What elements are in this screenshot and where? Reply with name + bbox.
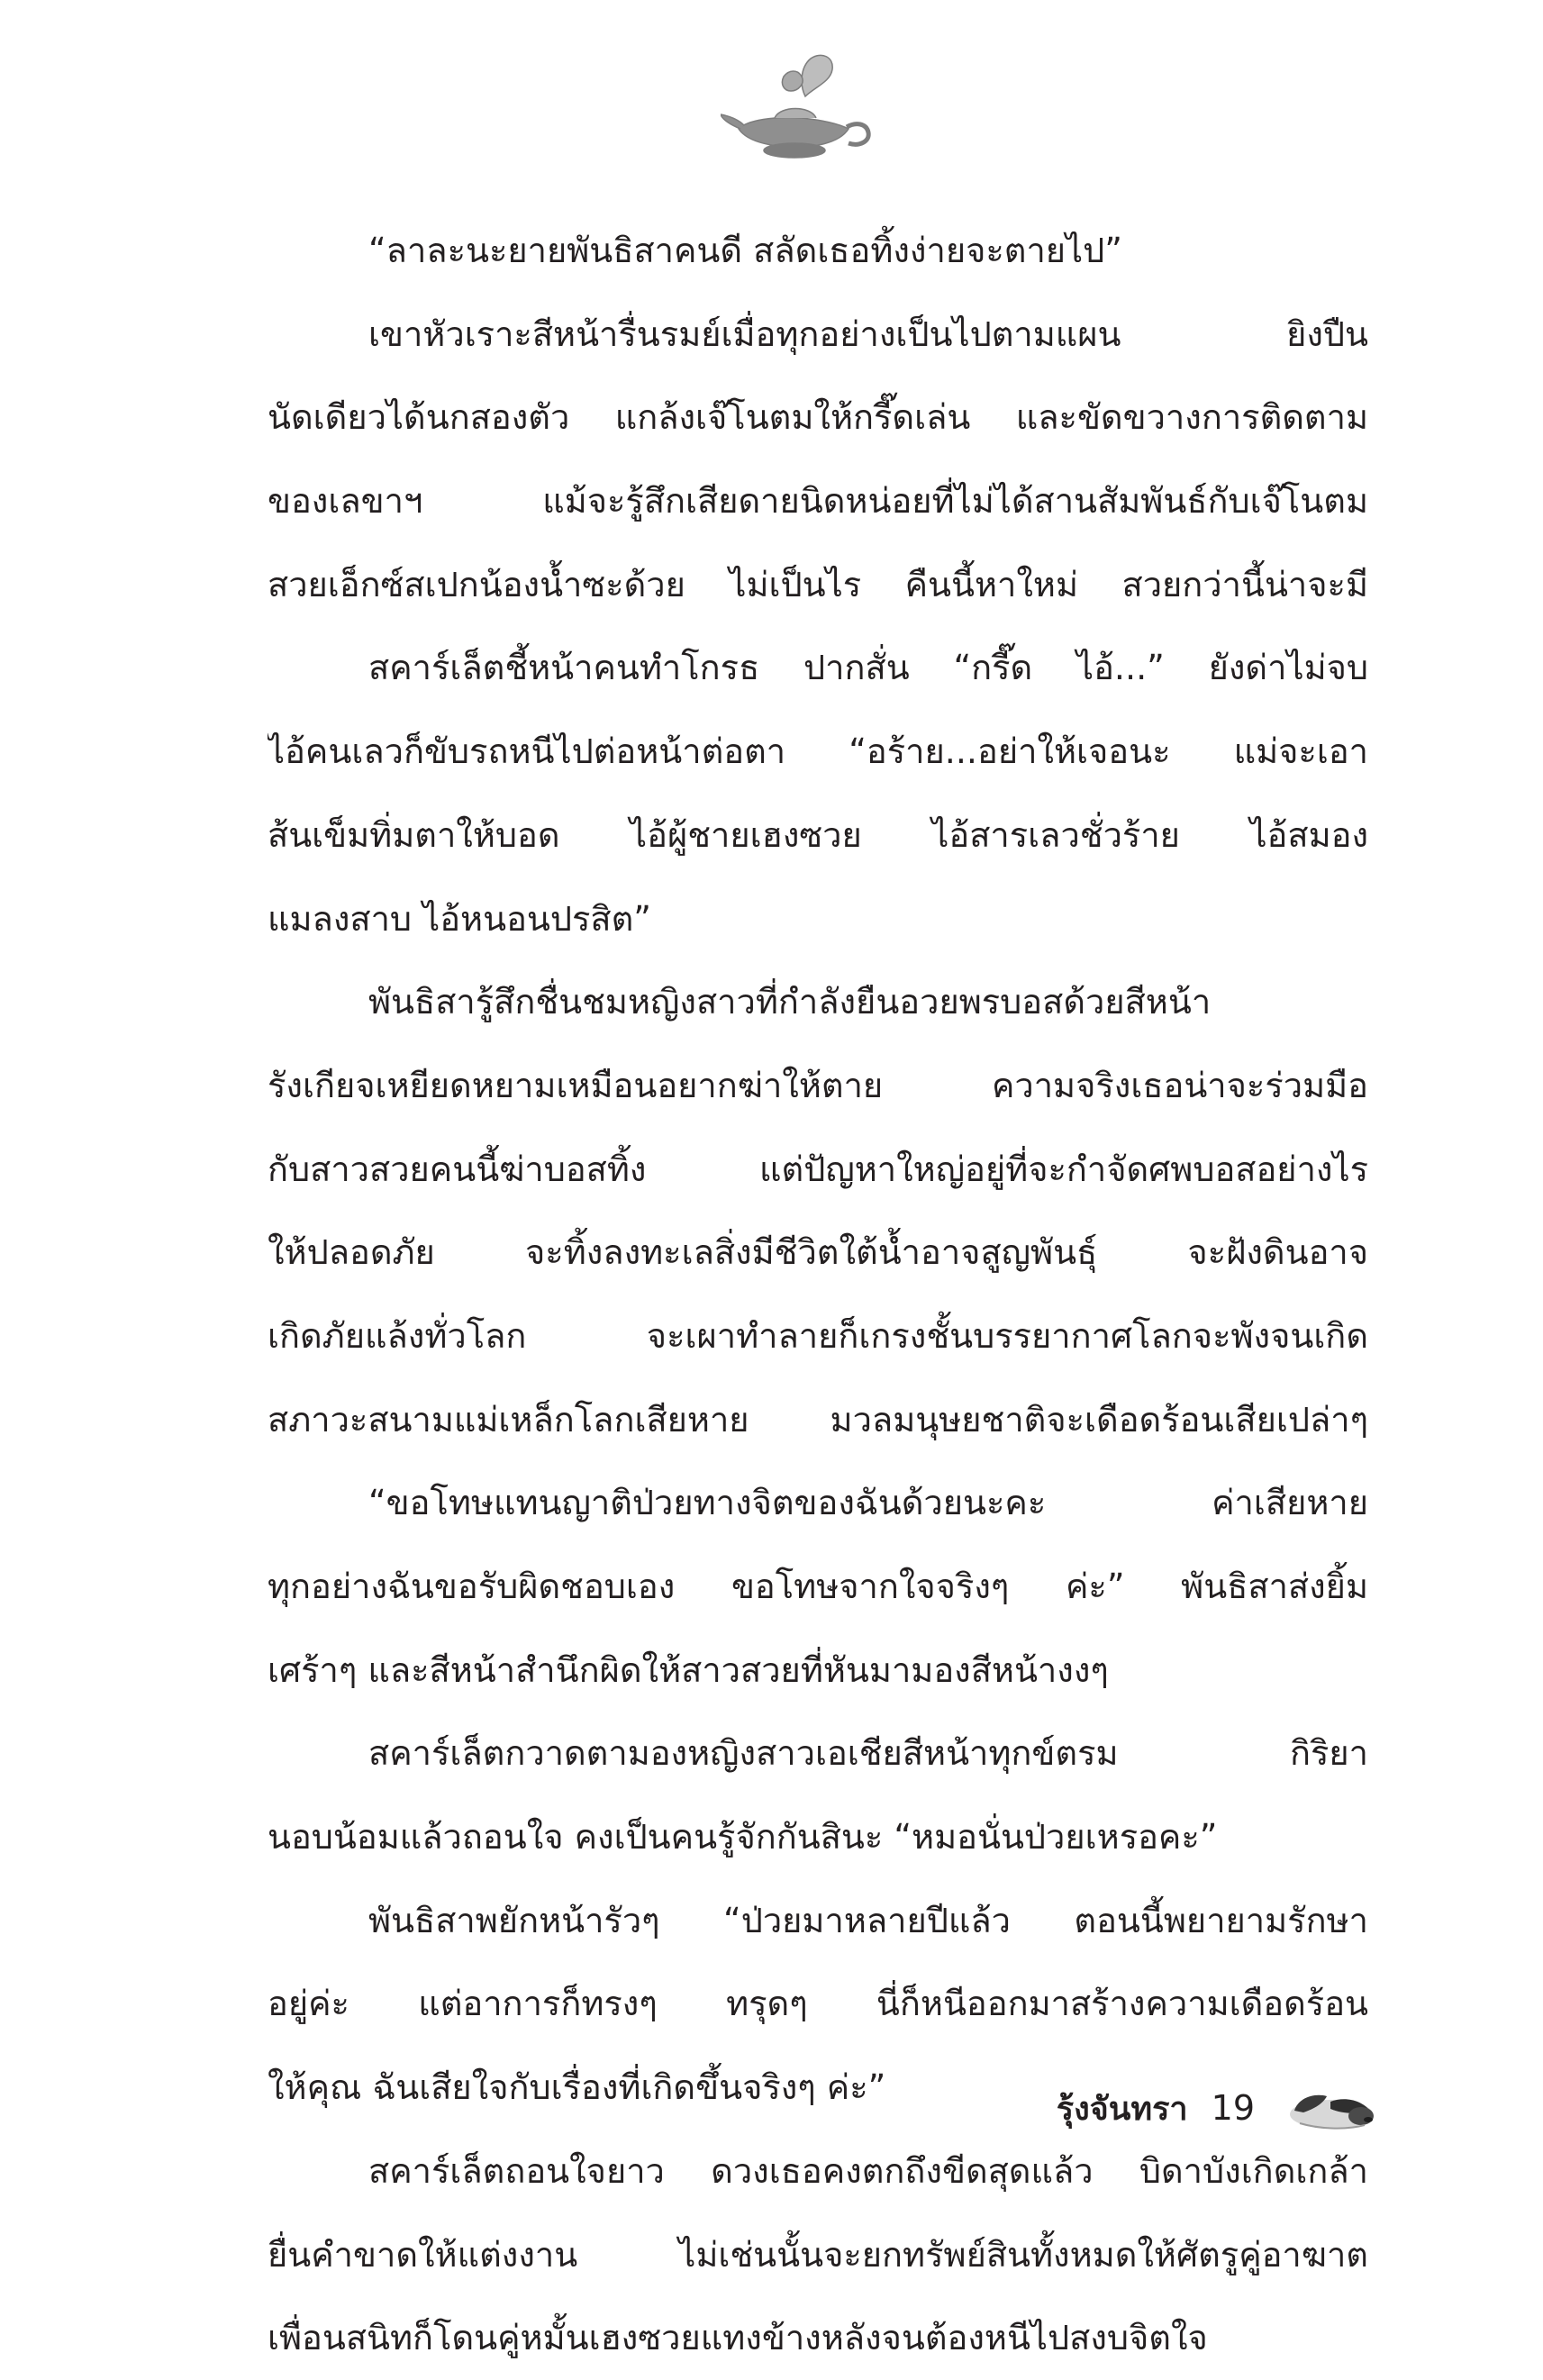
text-line: เพื่อนสนิทก็โดนคู่หมั้นเฮงซวยแทงข้างหลังจนต้องหนีไปสงบจิตใจ [268,2318,1208,2358]
text-line: นอบน้อมแล้วถอนใจ คงเป็นคนรู้จักกันสินะ “หมอนั่นป่วยเหรอคะ” [268,1817,1218,1858]
page-number: 19 [1211,2088,1255,2128]
text-line: สคาร์เล็ตชี้หน้าคนทำโกรธ ปากสั่น “กรี๊ด ไอ้...” ยังด่าไม่จบ [368,648,1368,688]
text-line: สวยเอ็กซ์สเปกน้องน้ำซะด้วย ไม่เป็นไร คืนนี้หาใหม่ สวยกว่านี้น่าจะมี [268,564,1368,604]
text-line: นัดเดียวได้นกสองตัว แกล้งเจ๊โนตมให้กรี๊ดเล่น และขัดขวางการติดตาม [268,397,1368,438]
text-line: ยื่นคำขาดให้แต่งงาน ไม่เช่นนั้นจะยกทรัพย์สินทั้งหมดให้ศัตรูคู่อาฆาต [268,2234,1368,2275]
genie-lamp-icon [721,50,874,167]
body-text [268,209,1368,2380]
text-line: ไอ้คนเลวก็ขับรถหนีไปต่อหน้าต่อตา “อร้าย...อย่าให้เจอนะ แม่จะเอา [268,731,1368,772]
text-line: รังเกียจเหยียดหยามเหมือนอยากฆ่าให้ตาย ความจริงเธอน่าจะร่วมมือ [268,1065,1368,1105]
text-line: พันธิสาพยักหน้ารัวๆ “ป่วยมาหลายปีแล้ว ตอนนี้พยายามรักษา [368,1900,1368,1940]
text-line: ส้นเข็มทิ่มตาให้บอด ไอ้ผู้ชายเฮงซวย ไอ้สารเลวชั่วร้าย ไอ้สมอง [268,814,1368,855]
text-line: เศร้าๆ และสีหน้าสำนึกผิดให้สาวสวยที่หันมามองสีหน้างงๆ [268,1649,1109,1690]
text-line: อยู่ค่ะ แต่อาการก็ทรงๆ ทรุดๆ นี่ก็หนีออกมาสร้างความเดือดร้อน [268,1984,1368,2024]
page-footer [1057,2081,1381,2135]
text-line: พันธิสารู้สึกชื่นชมหญิงสาวที่กำลังยืนอวยพรบอสด้วยสีหน้า [368,982,1212,1022]
book-title: รุ้งจันทรา [1056,2090,1188,2128]
text-line: สคาร์เล็ตกวาดตามองหญิงสาวเอเชียสีหน้าทุกข์ตรม กิริยา [368,1733,1368,1774]
text-line: สคาร์เล็ตถอนใจยาว ดวงเธอคงตกถึงขีดสุดแล้ว บิดาบังเกิดเกล้า [368,2150,1368,2191]
text-line: “ขอโทษแทนญาติป่วยทางจิตของฉันด้วยนะคะ ค่าเสียหาย [368,1483,1368,1523]
text-line: กับสาวสวยคนนี้ฆ่าบอสทิ้ง แต่ปัญหาใหญ่อยู่ที่จะกำจัดศพบอสอย่างไร [268,1149,1368,1189]
text-line: เกิดภัยแล้งทั่วโลก จะเผาทำลายก็เกรงชั้นบรรยากาศโลกจะพังจนเกิด [268,1315,1368,1356]
text-line: ให้ปลอดภัย จะทิ้งลงทะเลสิ่งมีชีวิตใต้น้ำอาจสูญพันธุ์ จะฝังดินอาจ [268,1232,1368,1273]
text-line: ให้คุณ ฉันเสียใจกับเรื่องที่เกิดขึ้นจริงๆ ค่ะ” [268,2067,886,2108]
text-line: แมลงสาบ ไอ้หนอนปรสิต” [268,898,651,939]
text-line: “ลาละนะยายพันธิสาคนดี สลัดเธอทิ้งง่ายจะตายไป” [368,231,1122,270]
sleeping-dog-icon [1282,2084,1381,2133]
text-line: ของเลขาฯ แม้จะรู้สึกเสียดายนิดหน่อยที่ไม่ได้สานสัมพันธ์กับเจ๊โนตม [268,481,1368,522]
text-line: ทุกอย่างฉันขอรับผิดชอบเอง ขอโทษจากใจจริงๆ ค่ะ” พันธิสาส่งยิ้ม [268,1567,1368,1606]
text-line: เขาหัวเราะสีหน้ารื่นรมย์เมื่อทุกอย่างเป็นไปตามแผน ยิงปืน [368,313,1368,354]
text-line: สภาวะสนามแม่เหล็กโลกเสียหาย มวลมนุษยชาติจะเดือดร้อนเสียเปล่าๆ [268,1399,1368,1440]
